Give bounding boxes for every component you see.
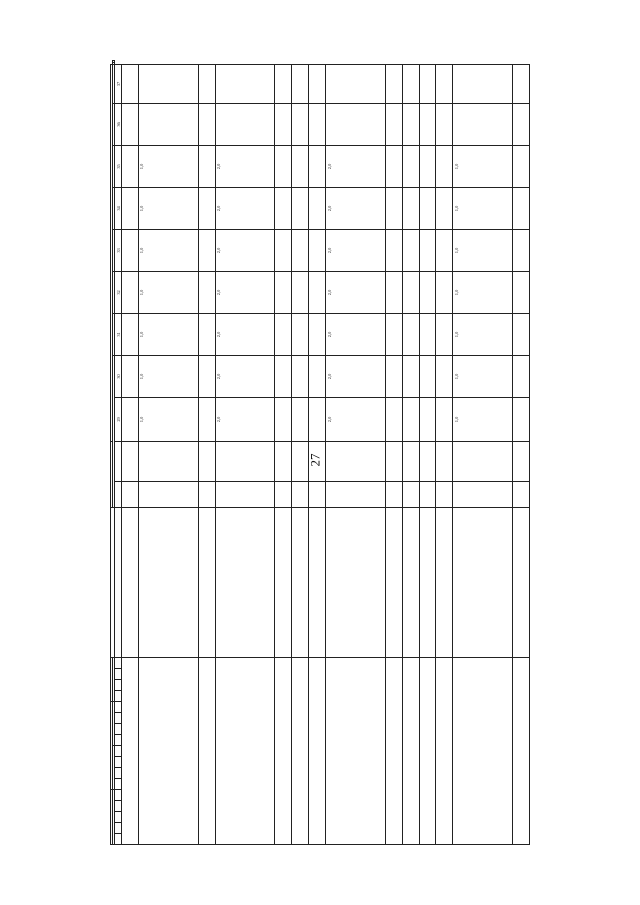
year-value bbox=[402, 145, 419, 187]
column-number: 37 bbox=[115, 64, 122, 103]
year-value bbox=[292, 145, 309, 187]
year-value: 2,0 bbox=[215, 145, 275, 187]
year-value bbox=[436, 397, 453, 441]
year-value: 2,0 bbox=[326, 229, 386, 271]
year-value: 2,0 bbox=[326, 355, 386, 397]
final-value bbox=[309, 64, 326, 103]
column-number: 35 bbox=[115, 145, 122, 187]
year-value bbox=[436, 229, 453, 271]
year-value bbox=[198, 103, 215, 145]
final-value bbox=[385, 64, 402, 103]
table-row bbox=[138, 61, 198, 845]
column-number bbox=[115, 789, 122, 800]
year-value bbox=[309, 397, 326, 441]
column-number bbox=[115, 734, 122, 745]
table-row bbox=[419, 61, 436, 845]
year-value bbox=[419, 187, 436, 229]
column-number bbox=[115, 657, 122, 668]
column-number bbox=[115, 756, 122, 767]
year-value: 2,0 bbox=[215, 229, 275, 271]
final-value bbox=[275, 64, 292, 103]
column-number bbox=[115, 679, 122, 690]
year-value bbox=[198, 229, 215, 271]
final-value bbox=[292, 64, 309, 103]
year-value bbox=[513, 397, 530, 441]
year-value: 1,0 bbox=[138, 229, 198, 271]
column-number bbox=[115, 778, 122, 789]
year-value bbox=[402, 355, 419, 397]
year-value bbox=[402, 271, 419, 313]
base-value bbox=[309, 441, 326, 481]
indicator-name bbox=[122, 507, 139, 657]
indicator-name bbox=[385, 507, 402, 657]
final-value bbox=[402, 64, 419, 103]
program-code bbox=[138, 657, 198, 844]
column-number: 29 bbox=[115, 397, 122, 441]
year-value: 1,0 bbox=[453, 145, 513, 187]
year-value: 1,0 bbox=[453, 397, 513, 441]
year-value bbox=[292, 187, 309, 229]
year-value bbox=[309, 355, 326, 397]
column-number: 36 bbox=[115, 103, 122, 145]
final-value bbox=[138, 64, 198, 103]
program-code bbox=[275, 657, 292, 844]
year-value bbox=[292, 397, 309, 441]
column-number bbox=[115, 745, 122, 756]
year-value bbox=[309, 103, 326, 145]
unit-of-measure bbox=[292, 481, 309, 507]
year-value bbox=[436, 187, 453, 229]
year-value bbox=[198, 187, 215, 229]
base-value bbox=[419, 441, 436, 481]
column-number: 33 bbox=[115, 229, 122, 271]
year-value bbox=[198, 271, 215, 313]
year-value bbox=[198, 397, 215, 441]
program-code bbox=[122, 657, 139, 844]
table-row bbox=[292, 61, 309, 845]
year-value: 1,0 bbox=[138, 271, 198, 313]
program-code bbox=[385, 657, 402, 844]
column-number bbox=[115, 712, 122, 723]
year-value bbox=[122, 271, 139, 313]
base-value bbox=[198, 441, 215, 481]
base-value bbox=[402, 441, 419, 481]
column-number bbox=[115, 668, 122, 679]
year-value bbox=[513, 103, 530, 145]
year-value bbox=[436, 355, 453, 397]
year-value bbox=[385, 397, 402, 441]
year-value bbox=[122, 355, 139, 397]
program-code bbox=[436, 657, 453, 844]
indicator-name bbox=[453, 507, 513, 657]
year-value: 1,0 bbox=[453, 355, 513, 397]
page-number: 27 bbox=[307, 453, 323, 467]
unit-of-measure bbox=[385, 481, 402, 507]
year-value bbox=[275, 355, 292, 397]
table-row bbox=[198, 61, 215, 845]
base-value bbox=[275, 441, 292, 481]
indicator-name bbox=[419, 507, 436, 657]
year-value bbox=[275, 103, 292, 145]
year-value bbox=[402, 187, 419, 229]
year-value: 2,0 bbox=[215, 313, 275, 355]
column-number: 34 bbox=[115, 187, 122, 229]
program-code bbox=[402, 657, 419, 844]
table-row bbox=[385, 61, 402, 845]
year-value bbox=[122, 103, 139, 145]
base-value bbox=[292, 441, 309, 481]
year-value bbox=[436, 271, 453, 313]
indicator-name bbox=[215, 507, 275, 657]
year-value bbox=[122, 229, 139, 271]
program-code bbox=[419, 657, 436, 844]
year-value bbox=[292, 313, 309, 355]
year-value: 1,0 bbox=[453, 313, 513, 355]
indicator-name bbox=[513, 507, 530, 657]
year-value bbox=[385, 229, 402, 271]
column-number bbox=[115, 801, 122, 812]
year-value bbox=[198, 145, 215, 187]
base-value bbox=[326, 441, 386, 481]
year-value bbox=[198, 313, 215, 355]
year-value bbox=[309, 229, 326, 271]
unit-of-measure bbox=[453, 481, 513, 507]
year-value bbox=[309, 145, 326, 187]
year-value bbox=[275, 145, 292, 187]
column-number bbox=[115, 723, 122, 734]
year-value: 1,0 bbox=[453, 229, 513, 271]
year-value bbox=[419, 145, 436, 187]
unit-of-measure bbox=[402, 481, 419, 507]
year-value bbox=[385, 313, 402, 355]
year-value bbox=[402, 229, 419, 271]
year-value bbox=[385, 187, 402, 229]
table-header bbox=[111, 61, 122, 845]
final-value bbox=[198, 64, 215, 103]
indicator-name bbox=[309, 507, 326, 657]
year-value: 1,0 bbox=[453, 187, 513, 229]
table-frame bbox=[110, 60, 530, 845]
program-code bbox=[309, 657, 326, 844]
final-value bbox=[215, 64, 275, 103]
year-value: 2,0 bbox=[326, 397, 386, 441]
program-code bbox=[215, 657, 275, 844]
column-number: 31 bbox=[115, 313, 122, 355]
base-value bbox=[215, 441, 275, 481]
unit-of-measure bbox=[513, 481, 530, 507]
base-value bbox=[138, 441, 198, 481]
program-code bbox=[453, 657, 513, 844]
year-value bbox=[513, 187, 530, 229]
table-row bbox=[453, 61, 513, 845]
table-row bbox=[402, 61, 419, 845]
column-number bbox=[115, 823, 122, 834]
year-value bbox=[436, 313, 453, 355]
year-value bbox=[513, 229, 530, 271]
final-value bbox=[436, 64, 453, 103]
year-value bbox=[419, 397, 436, 441]
column-number bbox=[115, 812, 122, 823]
table-row bbox=[309, 61, 326, 845]
column-number: 32 bbox=[115, 271, 122, 313]
unit-of-measure bbox=[275, 481, 292, 507]
year-value: 1,0 bbox=[138, 145, 198, 187]
base-value bbox=[385, 441, 402, 481]
indicator-name bbox=[326, 507, 386, 657]
unit-of-measure bbox=[436, 481, 453, 507]
year-value bbox=[419, 103, 436, 145]
year-value bbox=[292, 103, 309, 145]
year-value bbox=[402, 313, 419, 355]
table-row bbox=[122, 61, 139, 845]
year-value bbox=[513, 145, 530, 187]
year-value: 2,0 bbox=[326, 271, 386, 313]
program-code bbox=[513, 657, 530, 844]
year-value bbox=[513, 313, 530, 355]
column-label bbox=[113, 61, 115, 63]
year-value: 1,0 bbox=[138, 313, 198, 355]
year-value: 2,0 bbox=[215, 187, 275, 229]
year-value bbox=[453, 103, 513, 145]
year-value bbox=[419, 271, 436, 313]
table-body bbox=[122, 61, 530, 845]
base-value bbox=[453, 441, 513, 481]
year-value bbox=[275, 229, 292, 271]
year-value bbox=[292, 229, 309, 271]
year-value bbox=[419, 313, 436, 355]
year-value bbox=[402, 103, 419, 145]
year-value bbox=[275, 313, 292, 355]
final-value bbox=[326, 64, 386, 103]
year-value bbox=[275, 187, 292, 229]
year-value bbox=[309, 313, 326, 355]
year-value bbox=[275, 397, 292, 441]
indicator-name bbox=[402, 507, 419, 657]
table-row bbox=[436, 61, 453, 845]
year-value bbox=[513, 271, 530, 313]
unit-of-measure bbox=[198, 481, 215, 507]
final-value bbox=[419, 64, 436, 103]
unit-of-measure bbox=[309, 481, 326, 507]
year-value bbox=[385, 103, 402, 145]
year-value bbox=[326, 103, 386, 145]
year-value: 2,0 bbox=[215, 397, 275, 441]
year-value bbox=[122, 397, 139, 441]
year-value bbox=[419, 355, 436, 397]
base-value bbox=[122, 441, 139, 481]
year-value: 1,0 bbox=[138, 355, 198, 397]
table-row bbox=[275, 61, 292, 845]
year-value bbox=[513, 355, 530, 397]
indicator-name bbox=[138, 507, 198, 657]
year-value: 2,0 bbox=[215, 355, 275, 397]
column-number: 30 bbox=[115, 355, 122, 397]
column-number-row bbox=[115, 61, 122, 845]
column-number bbox=[115, 701, 122, 712]
year-value: 2,0 bbox=[326, 145, 386, 187]
program-code bbox=[198, 657, 215, 844]
program-code bbox=[326, 657, 386, 844]
year-value bbox=[419, 229, 436, 271]
program-code bbox=[292, 657, 309, 844]
year-value bbox=[122, 145, 139, 187]
column-number bbox=[115, 767, 122, 778]
unit-of-measure bbox=[326, 481, 386, 507]
base-value bbox=[436, 441, 453, 481]
year-value: 1,0 bbox=[138, 397, 198, 441]
final-value bbox=[513, 64, 530, 103]
year-value bbox=[292, 355, 309, 397]
year-value bbox=[309, 271, 326, 313]
year-value bbox=[138, 103, 198, 145]
year-value bbox=[275, 271, 292, 313]
year-value bbox=[292, 271, 309, 313]
column-number bbox=[115, 834, 122, 845]
indicator-name bbox=[292, 507, 309, 657]
unit-of-measure bbox=[122, 481, 139, 507]
base-value bbox=[513, 441, 530, 481]
unit-of-measure bbox=[215, 481, 275, 507]
year-value bbox=[436, 145, 453, 187]
year-value: 2,0 bbox=[215, 271, 275, 313]
table-row bbox=[513, 61, 530, 845]
unit-of-measure bbox=[419, 481, 436, 507]
final-value bbox=[453, 64, 513, 103]
indicator-name bbox=[198, 507, 215, 657]
year-value: 1,0 bbox=[453, 271, 513, 313]
year-value bbox=[402, 397, 419, 441]
column-number bbox=[115, 441, 122, 481]
year-value bbox=[122, 313, 139, 355]
indicator-name bbox=[436, 507, 453, 657]
final-value bbox=[122, 64, 139, 103]
column-number bbox=[115, 690, 122, 701]
year-value bbox=[198, 355, 215, 397]
year-value bbox=[436, 103, 453, 145]
year-value: 2,0 bbox=[326, 313, 386, 355]
year-value bbox=[385, 145, 402, 187]
year-value bbox=[385, 271, 402, 313]
year-value bbox=[385, 355, 402, 397]
table-row bbox=[215, 61, 275, 845]
column-number bbox=[115, 481, 122, 507]
unit-of-measure bbox=[138, 481, 198, 507]
table-row bbox=[326, 61, 386, 845]
year-value bbox=[215, 103, 275, 145]
year-value: 1,0 bbox=[138, 187, 198, 229]
year-value bbox=[122, 187, 139, 229]
program-indicators-table bbox=[110, 60, 530, 845]
year-value bbox=[309, 187, 326, 229]
indicator-name bbox=[275, 507, 292, 657]
column-number bbox=[115, 507, 122, 657]
rotated-table-container bbox=[110, 60, 530, 845]
year-value: 2,0 bbox=[326, 187, 386, 229]
